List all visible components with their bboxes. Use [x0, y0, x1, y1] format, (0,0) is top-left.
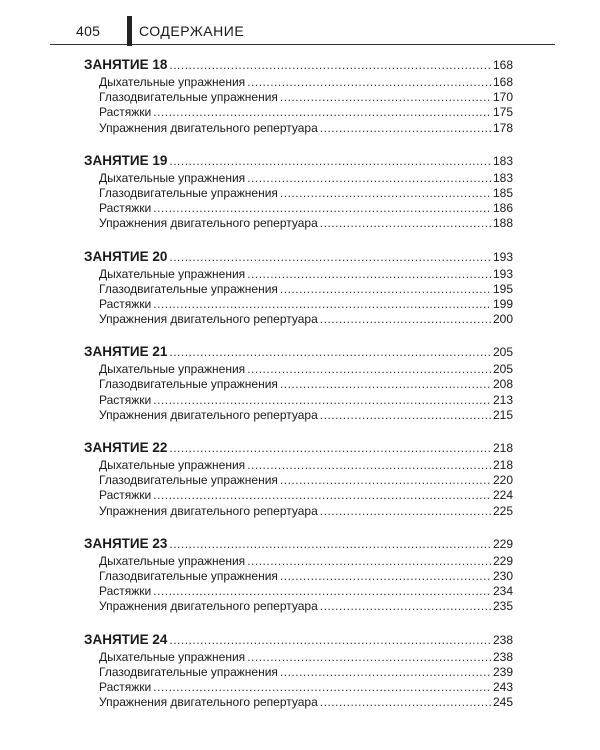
dot-leader	[153, 105, 491, 120]
toc-chapter-entry[interactable]	[84, 56, 513, 74]
toc-section	[84, 343, 513, 423]
subentry-page-number: 225	[492, 503, 513, 518]
dot-leader	[169, 343, 491, 361]
chapter-page-number: 229	[492, 536, 513, 551]
dot-leader	[153, 393, 491, 408]
toc-subentry[interactable]	[84, 599, 513, 614]
toc-section	[84, 248, 513, 328]
dot-leader	[169, 152, 491, 170]
dot-leader	[320, 504, 491, 519]
dot-leader	[153, 488, 491, 503]
toc-subentry[interactable]	[84, 584, 513, 599]
chapter-page-number: 168	[492, 58, 513, 72]
subentry-page-number: 195	[492, 281, 513, 296]
chapter-title: ЗАНЯТИЕ 20	[84, 248, 168, 264]
chapter-page-number: 183	[492, 153, 513, 168]
subentry-title: Дыхательные упражнения	[99, 170, 246, 185]
dot-leader	[169, 535, 491, 553]
subentry-title: Упражнения двигательного репертуара	[99, 599, 318, 614]
toc-chapter-entry[interactable]	[84, 248, 513, 266]
chapter-title: ЗАНЯТИЕ 22	[84, 440, 168, 455]
subentry-page-number: 224	[492, 488, 513, 503]
toc-chapter-entry[interactable]	[84, 439, 513, 457]
chapter-title: ЗАНЯТИЕ 21	[84, 344, 168, 360]
toc-subentry[interactable]	[84, 458, 513, 473]
dot-leader	[280, 282, 491, 297]
subentry-page-number: 238	[492, 649, 513, 664]
toc-subentry[interactable]	[84, 488, 513, 503]
dot-leader	[320, 599, 491, 614]
toc-subentry[interactable]	[84, 201, 513, 216]
toc-subentry[interactable]	[84, 297, 513, 312]
toc-subentry[interactable]	[84, 377, 513, 392]
chapter-title: ЗАНЯТИЕ 24	[84, 631, 168, 647]
dot-leader	[169, 56, 491, 74]
toc-chapter-entry[interactable]	[84, 343, 513, 361]
dot-leader	[247, 267, 491, 282]
subentry-title: Дыхательные упражнения	[99, 649, 246, 664]
dot-leader	[320, 312, 491, 327]
dot-leader	[169, 439, 491, 457]
dot-leader	[247, 362, 491, 377]
toc-subentry[interactable]	[84, 312, 513, 327]
subentry-title: Упражнения двигательного репертуара	[99, 216, 318, 231]
toc-section	[84, 535, 513, 615]
header-divider-bar	[127, 16, 132, 46]
toc-chapter-entry[interactable]	[84, 152, 513, 170]
chapter-title: ЗАНЯТИЕ 23	[84, 535, 168, 551]
subentry-page-number: 199	[492, 296, 513, 311]
toc-subentry[interactable]	[84, 504, 513, 519]
subentry-page-number: 205	[492, 362, 513, 377]
subentry-page-number: 170	[492, 90, 513, 105]
subentry-page-number: 243	[492, 679, 513, 694]
subentry-title: Растяжки	[99, 584, 152, 599]
toc-subentry[interactable]	[84, 362, 513, 377]
subentry-title: Упражнения двигательного репертуара	[99, 312, 318, 327]
dot-leader	[280, 186, 491, 201]
subentry-page-number: 230	[492, 568, 513, 583]
toc-section	[84, 56, 513, 136]
toc-subentry[interactable]	[84, 695, 513, 710]
subentry-title: Растяжки	[99, 679, 152, 694]
subentry-page-number: 168	[492, 75, 513, 89]
subentry-title: Глазодвигательные упражнения	[99, 90, 278, 105]
dot-leader	[247, 554, 491, 569]
toc-subentry[interactable]	[84, 569, 513, 584]
subentry-title: Растяжки	[99, 201, 152, 216]
subentry-page-number: 215	[492, 407, 513, 422]
subentry-title: Глазодвигательные упражнения	[99, 664, 278, 679]
dot-leader	[247, 75, 491, 90]
subentry-title: Упражнения двигательного репертуара	[99, 695, 318, 710]
subentry-page-number: 208	[492, 377, 513, 392]
dot-leader	[169, 248, 491, 266]
toc-subentry[interactable]	[84, 408, 513, 423]
subentry-title: Дыхательные упражнения	[99, 75, 246, 89]
toc-subentry[interactable]	[84, 171, 513, 186]
subentry-page-number: 220	[492, 473, 513, 488]
chapter-page-number: 218	[492, 441, 513, 455]
dot-leader	[153, 201, 491, 216]
subentry-page-number: 245	[492, 695, 513, 710]
toc-subentry[interactable]	[84, 282, 513, 297]
toc-subentry[interactable]	[84, 105, 513, 120]
toc-subentry[interactable]	[84, 554, 513, 569]
subentry-title: Упражнения двигательного репертуара	[99, 407, 318, 422]
subentry-page-number: 183	[492, 170, 513, 185]
dot-leader	[280, 665, 491, 680]
dot-leader	[247, 650, 491, 665]
subentry-title: Дыхательные упражнения	[99, 553, 246, 568]
dot-leader	[320, 408, 491, 423]
subentry-title: Глазодвигательные упражнения	[99, 568, 278, 583]
dot-leader	[247, 171, 491, 186]
subentry-title: Растяжки	[99, 296, 152, 311]
dot-leader	[320, 121, 491, 136]
subentry-title: Дыхательные упражнения	[99, 458, 246, 472]
chapter-page-number: 205	[492, 345, 513, 360]
subentry-page-number: 186	[492, 201, 513, 216]
subentry-page-number: 218	[492, 458, 513, 472]
subentry-title: Глазодвигательные упражнения	[99, 377, 278, 392]
toc-section	[84, 631, 513, 711]
subentry-title: Глазодвигательные упражнения	[99, 473, 278, 488]
toc-subentry[interactable]	[84, 650, 513, 665]
toc-subentry[interactable]	[84, 90, 513, 105]
toc-subentry[interactable]	[84, 267, 513, 282]
chapter-title: ЗАНЯТИЕ 19	[84, 152, 168, 168]
dot-leader	[280, 473, 491, 488]
toc-section	[84, 152, 513, 232]
subentry-page-number: 185	[492, 185, 513, 200]
dot-leader	[280, 377, 491, 392]
dot-leader	[320, 216, 491, 231]
table-of-contents	[84, 56, 513, 726]
toc-subentry[interactable]	[84, 473, 513, 488]
toc-subentry[interactable]	[84, 186, 513, 201]
dot-leader	[153, 584, 491, 599]
subentry-page-number: 229	[492, 553, 513, 568]
subentry-title: Глазодвигательные упражнения	[99, 185, 278, 200]
subentry-page-number: 239	[492, 664, 513, 679]
chapter-title: ЗАНЯТИЕ 18	[84, 57, 168, 72]
toc-subentry[interactable]	[84, 393, 513, 408]
toc-section	[84, 439, 513, 519]
subentry-page-number: 200	[492, 312, 513, 327]
dot-leader	[280, 90, 491, 105]
subentry-page-number: 178	[492, 120, 513, 135]
chapter-page-number: 193	[492, 249, 513, 264]
subentry-title: Дыхательные упражнения	[99, 362, 246, 377]
subentry-page-number: 193	[492, 266, 513, 281]
subentry-title: Растяжки	[99, 488, 152, 503]
subentry-page-number: 188	[492, 216, 513, 231]
subentry-title: Глазодвигательные упражнения	[99, 281, 278, 296]
subentry-page-number: 234	[492, 584, 513, 599]
chapter-page-number: 238	[492, 632, 513, 647]
subentry-page-number: 213	[492, 392, 513, 407]
dot-leader	[280, 569, 491, 584]
toc-subentry[interactable]	[84, 665, 513, 680]
dot-leader	[153, 680, 491, 695]
subentry-page-number: 175	[492, 105, 513, 120]
subentry-title: Дыхательные упражнения	[99, 266, 246, 281]
dot-leader	[169, 631, 491, 649]
toc-subentry[interactable]	[84, 75, 513, 90]
toc-subentry[interactable]	[84, 216, 513, 231]
toc-subentry[interactable]	[84, 680, 513, 695]
page-number: 405	[76, 23, 101, 39]
toc-subentry[interactable]	[84, 121, 513, 136]
page-header	[50, 20, 555, 45]
dot-leader	[153, 297, 491, 312]
subentry-page-number: 235	[492, 599, 513, 614]
dot-leader	[247, 458, 491, 473]
subentry-title: Упражнения двигательного репертуара	[99, 503, 318, 518]
running-head-title: СОДЕРЖАНИЕ	[139, 23, 245, 39]
dot-leader	[320, 695, 491, 710]
subentry-title: Растяжки	[99, 392, 152, 407]
toc-chapter-entry[interactable]	[84, 631, 513, 649]
subentry-title: Упражнения двигательного репертуара	[99, 120, 318, 135]
toc-chapter-entry[interactable]	[84, 535, 513, 553]
subentry-title: Растяжки	[99, 105, 152, 120]
